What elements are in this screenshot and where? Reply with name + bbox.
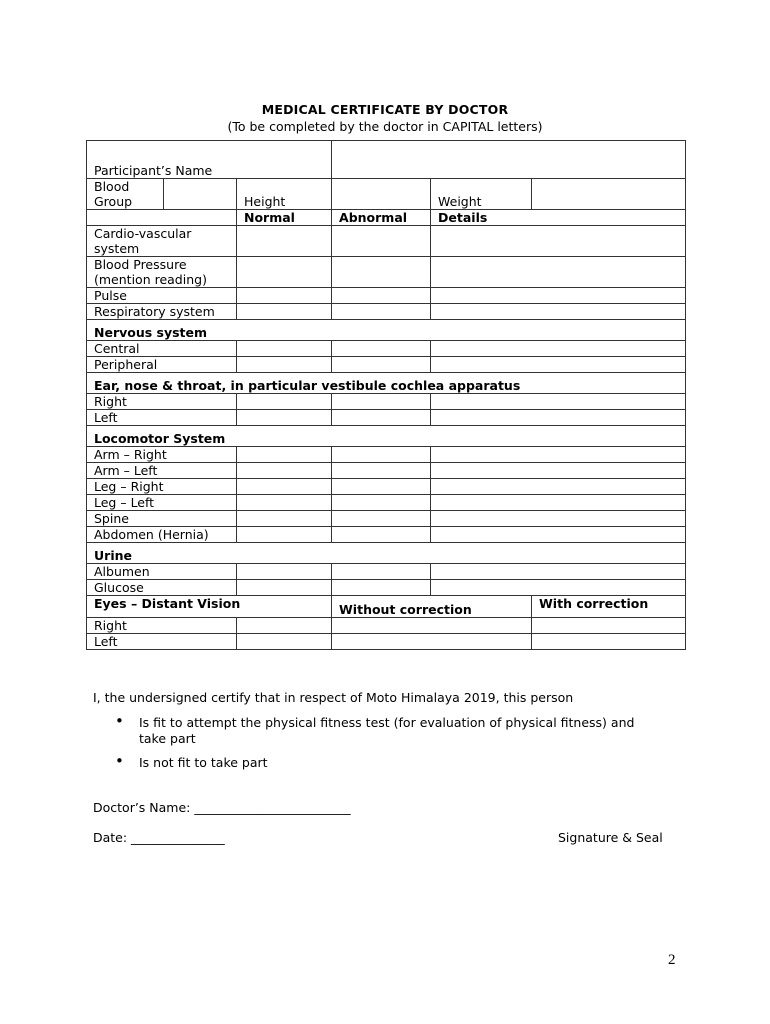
details-cell[interactable]: [431, 341, 686, 357]
date-line[interactable]: Date: _______________: [93, 830, 225, 845]
abnormal-cell[interactable]: [332, 463, 431, 479]
details-cell[interactable]: [431, 463, 686, 479]
row-label: Spine: [87, 511, 237, 527]
normal-cell[interactable]: [237, 410, 332, 426]
details-cell[interactable]: [431, 357, 686, 373]
abnormal-cell[interactable]: [332, 226, 431, 257]
row-label: Respiratory system: [87, 304, 237, 320]
normal-cell[interactable]: [237, 394, 332, 410]
abnormal-cell[interactable]: [332, 357, 431, 373]
bullet-icon: •: [115, 712, 124, 730]
normal-cell[interactable]: [237, 357, 332, 373]
abnormal-cell[interactable]: [332, 564, 431, 580]
normal-cell[interactable]: [237, 564, 332, 580]
abnormal-cell[interactable]: [332, 495, 431, 511]
abnormal-cell[interactable]: [332, 288, 431, 304]
normal-cell[interactable]: [237, 447, 332, 463]
column-normal: Normal: [237, 210, 332, 226]
eye-cell[interactable]: [237, 634, 332, 650]
abnormal-cell[interactable]: [332, 580, 431, 596]
abnormal-cell[interactable]: [332, 394, 431, 410]
normal-cell[interactable]: [237, 580, 332, 596]
medical-form-table: [86, 140, 686, 650]
row-label: Blood Pressure (mention reading): [87, 257, 237, 288]
details-cell[interactable]: [431, 394, 686, 410]
blood-group-label: Blood Group: [87, 179, 164, 210]
abnormal-cell[interactable]: [332, 304, 431, 320]
doctor-name-line[interactable]: Doctor’s Name: _________________________: [93, 800, 351, 815]
signature-seal-label: Signature & Seal: [558, 830, 663, 845]
row-label: Leg – Right: [87, 479, 237, 495]
details-cell[interactable]: [431, 288, 686, 304]
normal-cell[interactable]: [237, 257, 332, 288]
row-label: Albumen: [87, 564, 237, 580]
section-nervous-title: Nervous system: [87, 320, 686, 341]
details-cell[interactable]: [431, 495, 686, 511]
participant-name-label: Participant’s Name: [87, 141, 332, 179]
document-title: MEDICAL CERTIFICATE BY DOCTOR: [261, 102, 509, 117]
details-cell[interactable]: [431, 226, 686, 257]
eyes-title: Eyes – Distant Vision: [87, 596, 332, 618]
abnormal-cell[interactable]: [332, 527, 431, 543]
normal-cell[interactable]: [237, 304, 332, 320]
row-label: Cardio-vascular system: [87, 226, 237, 257]
row-label: Arm – Left: [87, 463, 237, 479]
details-cell[interactable]: [431, 479, 686, 495]
section-ent-title: Ear, nose & throat, in particular vestibule cochlea apparatus: [87, 373, 686, 394]
bullet-icon: •: [115, 752, 124, 770]
with-correction-cell[interactable]: [532, 618, 686, 634]
normal-cell[interactable]: [237, 511, 332, 527]
row-label: Left: [87, 410, 237, 426]
normal-cell[interactable]: [237, 495, 332, 511]
normal-cell[interactable]: [237, 341, 332, 357]
weight-field[interactable]: [532, 179, 686, 210]
abnormal-cell[interactable]: [332, 511, 431, 527]
row-label: Central: [87, 341, 237, 357]
row-label: Glucose: [87, 580, 237, 596]
eyes-without-correction: Without correction: [332, 596, 532, 618]
height-field[interactable]: [332, 179, 431, 210]
column-details: Details: [431, 210, 686, 226]
page-number: 2: [668, 952, 676, 968]
without-correction-cell[interactable]: [332, 634, 532, 650]
abnormal-cell[interactable]: [332, 257, 431, 288]
abnormal-cell[interactable]: [332, 447, 431, 463]
blood-group-field[interactable]: [164, 179, 237, 210]
details-cell[interactable]: [431, 511, 686, 527]
details-cell[interactable]: [431, 257, 686, 288]
normal-cell[interactable]: [237, 527, 332, 543]
normal-cell[interactable]: [237, 288, 332, 304]
row-label: Peripheral: [87, 357, 237, 373]
column-abnormal: Abnormal: [332, 210, 431, 226]
abnormal-cell[interactable]: [332, 410, 431, 426]
normal-cell[interactable]: [237, 226, 332, 257]
abnormal-cell[interactable]: [332, 341, 431, 357]
row-label: Right: [87, 394, 237, 410]
row-label: Arm – Right: [87, 447, 237, 463]
section-urine-title: Urine: [87, 543, 686, 564]
row-label: Right: [87, 618, 237, 634]
eyes-with-correction: With correction: [532, 596, 686, 618]
details-cell[interactable]: [431, 564, 686, 580]
details-cell[interactable]: [431, 580, 686, 596]
details-cell[interactable]: [431, 447, 686, 463]
details-cell[interactable]: [431, 527, 686, 543]
option-not-fit: Is not fit to take part: [139, 755, 268, 770]
eye-cell[interactable]: [237, 618, 332, 634]
row-label: Left: [87, 634, 237, 650]
option-fit-line1: Is fit to attempt the physical fitness test (for evaluation of physical fitness) and: [139, 715, 635, 730]
declaration-intro: I, the undersigned certify that in respect of Moto Himalaya 2019, this person: [93, 690, 574, 705]
option-fit-line2: take part: [139, 731, 196, 746]
column-header-blank: [87, 210, 237, 226]
height-label: Height: [237, 179, 332, 210]
row-label: Abdomen (Hernia): [87, 527, 237, 543]
participant-name-field[interactable]: [332, 141, 686, 179]
row-label: Pulse: [87, 288, 237, 304]
without-correction-cell[interactable]: [332, 618, 532, 634]
row-label: Leg – Left: [87, 495, 237, 511]
normal-cell[interactable]: [237, 463, 332, 479]
weight-label: Weight: [431, 179, 532, 210]
normal-cell[interactable]: [237, 479, 332, 495]
abnormal-cell[interactable]: [332, 479, 431, 495]
details-cell[interactable]: [431, 410, 686, 426]
document-subtitle: (To be completed by the doctor in CAPITAL letters): [227, 119, 543, 134]
with-correction-cell[interactable]: [532, 634, 686, 650]
details-cell[interactable]: [431, 304, 686, 320]
section-locomotor-title: Locomotor System: [87, 426, 686, 447]
